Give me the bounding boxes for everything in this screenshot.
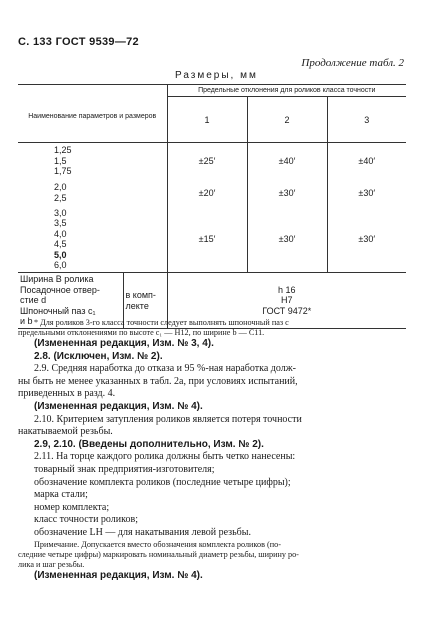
clause-2-8: 2.8. (Исключен, Изм. № 2). [34, 350, 163, 362]
param-label: Шпоночный паз c₁ [20, 305, 96, 316]
class-label: 1 [167, 97, 247, 143]
edition-note: (Измененная редакция, Изм. № 3, 4). [34, 338, 214, 349]
clause-2-10-line: накатываемой резьбы. [18, 426, 113, 438]
page-header: С. 133 ГОСТ 9539—72 [18, 36, 139, 48]
clause-2-10-line: 2.10. Критерием затупления роликов является потеря точности [34, 413, 302, 425]
deviation-cell: ±25′ [167, 143, 247, 179]
deviation-cell: ±40′ [327, 143, 406, 179]
footnote-line: предельными отклонениями по высоте c₁ — H12, по ширине b — C11. [18, 328, 265, 337]
edition-note: (Измененная редакция, Изм. № 4). [34, 400, 203, 412]
edition-note: 2.9, 2.10. (Введены дополнительно, Изм. № 2). [34, 438, 264, 450]
clause-2-11-line: товарный знак предприятия-изготовителя; [34, 463, 215, 475]
clause-2-11-line: класс точности роликов; [34, 514, 138, 526]
param-value: ГОСТ 9472* [262, 305, 312, 316]
clause-2-11-line: марка стали; [34, 489, 88, 501]
group-label-line: лекте [125, 300, 149, 311]
pitch-group [18, 143, 167, 179]
clause-2-11-line: 2.11. На торце каждого ролика должны быть четко нанесены: [34, 451, 296, 463]
param-label: Посадочное отвер- [20, 284, 100, 295]
pitch-value: 2,0 [54, 182, 67, 192]
clause-2-9-line: ны быть не менее указанных в табл. 2а, при условиях испытаний, [18, 375, 298, 387]
deviation-cell: ±30′ [327, 179, 406, 207]
clause-2-9-line: приведенных в разд. 4. [18, 388, 116, 400]
pitch-value: 1,25 [54, 145, 72, 155]
pitch-value: 1,75 [54, 166, 72, 176]
class-label: 3 [327, 97, 406, 143]
clause-2-11-line: обозначение LH — для накатывания левой резьбы. [34, 526, 251, 538]
pitch-value: 5,0 [54, 249, 67, 260]
pitch-group [18, 179, 167, 207]
deviation-cell: ±30′ [247, 179, 327, 207]
clause-2-11-line: обозначение комплекта роликов (последние четыре цифры); [34, 476, 291, 488]
deviation-cell: ±40′ [247, 143, 327, 179]
clause-2-9-line: 2.9. Средняя наработка до отказа и 95 %-ная наработка долж- [34, 363, 296, 375]
param-value: h 16 [277, 284, 296, 295]
param-label: и b [20, 316, 33, 327]
note-line: следние четыре цифры) маркировать номинальный диаметр резьбы, ширину ро- [18, 549, 299, 559]
deviation-cell: ±30′ [327, 207, 406, 273]
text-body [18, 318, 410, 582]
param-value: H7 [280, 295, 293, 306]
class-label: 2 [247, 97, 327, 143]
deviation-cell: ±30′ [247, 207, 327, 273]
pitch-value: 6,0 [54, 260, 67, 271]
note-line: лика и шаг резьбы. [18, 559, 85, 569]
pitch-value: 2,5 [54, 192, 67, 203]
pitch-value: 3,0 [54, 207, 67, 218]
deviation-header: Предельные отклонения для роликов класса точности [167, 85, 406, 97]
pitch-value: 4,0 [54, 228, 67, 239]
pitch-group [18, 207, 167, 273]
footnote-line: * Для роликов 3-го класса точности следует выполнять шпоночный паз с [34, 318, 289, 327]
note-line: Примечание. Допускается вместо обозначения комплекта роликов (по- [34, 539, 281, 549]
deviation-cell: ±20′ [167, 179, 247, 207]
table-continuation-label: Продолжение табл. 2 [301, 57, 404, 69]
deviation-cell: ±15′ [167, 207, 247, 273]
param-label: стие d [20, 295, 47, 306]
clause-2-11-line: номер комплекта; [34, 501, 110, 513]
table-units-caption: Размеры, мм [175, 70, 258, 81]
pitch-value: 3,5 [54, 218, 67, 229]
pitch-value: 1,5 [54, 155, 67, 166]
pitch-value: 4,5 [54, 239, 67, 250]
group-label-line: в комп- [125, 290, 156, 300]
edition-note: (Измененная редакция, Изм. № 4). [34, 569, 203, 581]
param-column-header: Наименование параметров и размеров [18, 85, 167, 143]
tolerance-table [18, 84, 406, 329]
param-label: Ширина B ролика [20, 274, 94, 285]
